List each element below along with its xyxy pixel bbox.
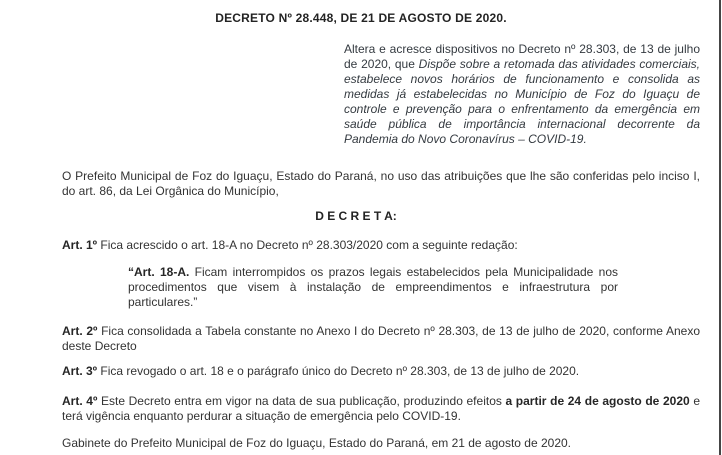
article-3 (62, 364, 700, 379)
article-4 (62, 394, 700, 424)
summary-italic: Dispõe sobre a retomada das atividades comerciais, estabelece novos horários de funcionamento e consolida as medidas já estabelecidas no Município de Foz do Iguaçu de controle e prevenção para o enfrentamento da emergência em saúde pública de importância internacional decorrente da Pandemia do Novo Coronavírus – COVID-19. (344, 57, 700, 146)
article-1-label: Art. 1º (62, 238, 98, 252)
quote-label: “Art. 18-A. (128, 265, 190, 279)
article-3-text: Fica revogado o art. 18 e o parágrafo único do Decreto nº 28.303, de 13 de julho de 2020. (97, 364, 580, 378)
article-4-label: Art. 4º (62, 394, 98, 408)
article-4-bold-date: a partir de 24 de agosto de 2020 (505, 394, 690, 408)
quote-text: Ficam interrompidos os prazos legais estabelecidos pela Municipalidade nos procedimentos que visem à instalação de empreendimentos e infraestrutura por particulares.” (128, 265, 618, 309)
decree-title: DECRETO Nº 28.448, DE 21 DE AGOSTO DE 2020. (215, 11, 507, 25)
article-3-label: Art. 3º (62, 364, 98, 378)
article-1 (62, 238, 700, 253)
summary-lead: Altera e acresce dispositivos no Decreto nº 28.303, de 13 de julho de 2020, que (344, 42, 700, 71)
article-1-text: Fica acrescido o art. 18-A no Decreto nº 28.303/2020 com a seguinte redação: (97, 238, 518, 252)
decree-summary (344, 42, 700, 147)
decreta-heading: D E C R E T A: (315, 209, 397, 223)
article-4-text-after: e terá vigência enquanto perdurar a situação de emergência pelo COVID-19. (62, 394, 700, 423)
article-2-text: Fica consolidada a Tabela constante no Anexo I do Decreto nº 28.303, de 13 de julho de 2020, conforme Anexo deste Decreto (62, 324, 701, 353)
article-18a-quote (128, 265, 618, 310)
closing-paragraph: Gabinete do Prefeito Municipal de Foz do Iguaçu, Estado do Paraná, em 21 de agosto de 2020. (62, 436, 572, 450)
page-edge-line (719, 0, 721, 455)
preamble-paragraph: O Prefeito Municipal de Foz do Iguaçu, Estado do Paraná, no uso das atribuições que lhe são conferidas pelo inciso I, do art. 86, da Lei Orgânica do Município, (62, 169, 700, 198)
article-2 (62, 324, 700, 354)
article-2-label: Art. 2º (62, 324, 98, 338)
article-4-text-before: Este Decreto entra em vigor na data de sua publicação, produzindo efeitos (97, 394, 506, 408)
